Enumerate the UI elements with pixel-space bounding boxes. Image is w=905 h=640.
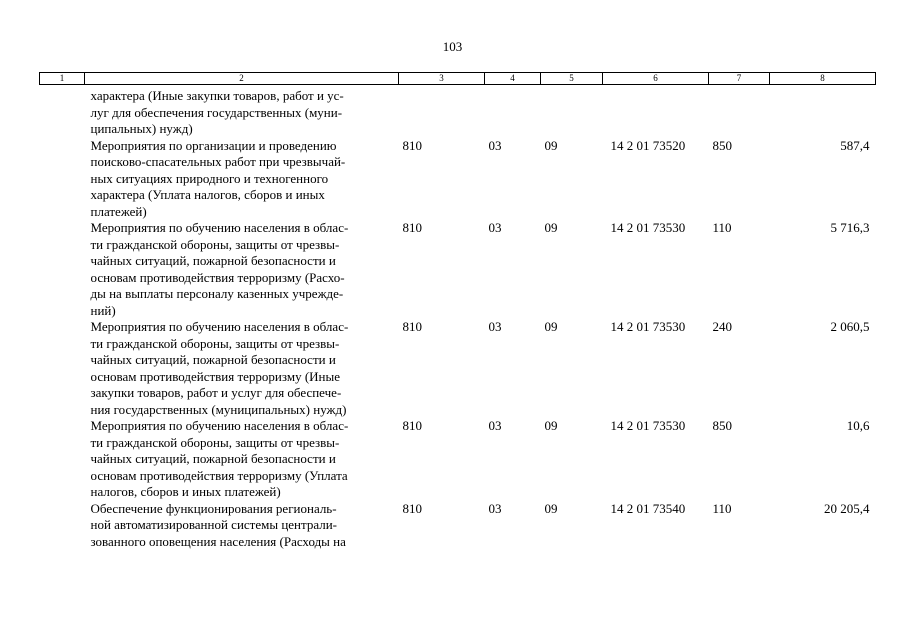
section-code-cell [485,85,541,138]
amount-cell: 10,6 [846,418,870,433]
description-line: ной автоматизированной системы централи- [90,517,338,532]
row-number-cell [40,85,85,138]
description-line: чайных ситуаций, пожарной безопасности и [90,253,336,268]
amount-cell: 20 205,4 [824,500,870,516]
budget-table [39,72,876,550]
ministry-code-cell: 810 [402,319,422,334]
section-code-cell: 03 [488,137,502,153]
table-row [40,319,876,418]
description-line: Мероприятия по обучению населения в облас- [90,319,349,334]
description-line: основам противодействия терроризму (Иные [90,368,340,384]
table-row [40,220,876,319]
table-row [40,138,876,221]
section-code-cell: 03 [488,220,502,235]
expense-type-code-cell: 110 [712,500,732,516]
description-line: зованного оповещения населения (Расходы на [90,533,346,549]
description-line: платежей) [90,203,147,219]
ministry-code-cell: 810 [402,418,422,433]
description-line: Мероприятия по обучению населения в облас- [90,220,349,235]
target-article-code-cell: 14 2 01 73530 [610,319,686,334]
subsection-code-cell: 09 [544,319,558,334]
ministry-code-cell: 810 [402,500,422,516]
subsection-code-cell: 09 [544,418,558,433]
ministry-code-cell [399,85,485,138]
column-header-7: 7 [709,73,770,85]
target-article-code-cell: 14 2 01 73530 [610,418,686,433]
ministry-code-cell: 810 [402,137,422,153]
page-number: 103 [442,39,463,54]
expense-description [85,138,399,221]
description-line: Мероприятия по организации и проведению [90,137,337,153]
amount-cell: 587,4 [840,137,870,153]
table-body [40,85,876,551]
description-line: чайных ситуаций, пожарной безопасности и [90,451,336,466]
description-line: Мероприятия по обучению населения в облас- [90,418,349,433]
subsection-code-cell: 09 [544,220,558,235]
section-code-cell: 03 [488,418,502,433]
description-line: поисково-спасательных работ при чрезвычай- [90,154,346,169]
description-line: Обеспечение функционирования региональ- [90,500,337,516]
column-header-2: 2 [85,73,399,85]
description-line: чайных ситуаций, пожарной безопасности и [90,352,336,367]
column-header-8: 8 [770,73,876,85]
expense-type-code-cell: 240 [712,319,732,334]
description-line: ципальных) нужд) [90,121,193,136]
expense-type-code-cell: 850 [712,418,732,433]
expense-description [85,418,399,501]
description-line: налогов, сборов и иных платежей) [90,484,281,499]
expense-type-code-cell: 850 [712,137,732,153]
row-number-cell [40,501,85,551]
row-number-cell [40,418,85,501]
description-line: ды на выплаты персоналу казенных учрежде- [90,286,344,301]
description-line: ти гражданской обороны, защиты от чрезвы- [90,434,340,450]
expense-type-code-cell: 110 [712,220,732,235]
description-line: ния государственных (муниципальных) нужд) [90,401,347,417]
description-line: ти гражданской обороны, защиты от чрезвы- [90,335,340,351]
description-line: характера (Уплата налогов, сборов и иных [90,187,325,202]
table-row [40,85,876,138]
expense-type-code-cell [709,85,770,138]
amount-cell [770,85,876,138]
column-header-3: 3 [399,73,485,85]
column-header-1: 1 [40,73,85,85]
description-line: луг для обеспечения государственных (муни- [90,104,343,120]
subsection-code-cell [541,85,603,138]
description-line: характера (Иные закупки товаров, работ и ус- [90,88,344,103]
expense-description [85,85,399,138]
column-header-5: 5 [541,73,603,85]
section-code-cell: 03 [488,319,502,334]
target-article-code-cell [603,85,709,138]
table-row [40,501,876,551]
column-header-6: 6 [603,73,709,85]
amount-cell: 2 060,5 [830,319,870,334]
column-header-4: 4 [485,73,541,85]
subsection-code-cell: 09 [544,137,558,153]
expense-description [85,220,399,319]
amount-cell: 5 716,3 [830,220,870,235]
row-number-cell [40,220,85,319]
expense-description [85,501,399,551]
description-line: основам противодействия терроризму (Расхо- [90,269,345,285]
description-line: ти гражданской обороны, защиты от чрезвы- [90,236,340,252]
target-article-code-cell: 14 2 01 73520 [610,137,686,153]
subsection-code-cell: 09 [544,500,558,516]
target-article-code-cell: 14 2 01 73530 [610,220,686,235]
row-number-cell [40,138,85,221]
description-line: закупки товаров, работ и услуг для обеспече- [90,385,342,400]
row-number-cell [40,319,85,418]
description-line: ний) [90,302,116,318]
column-number-header-row [40,73,876,85]
description-line: ных ситуациях природного и техногенного [90,170,329,186]
table-row [40,418,876,501]
section-code-cell: 03 [488,500,502,516]
expense-description [85,319,399,418]
target-article-code-cell: 14 2 01 73540 [610,500,686,516]
ministry-code-cell: 810 [402,220,422,235]
description-line: основам противодействия терроризму (Уплата [90,467,348,483]
